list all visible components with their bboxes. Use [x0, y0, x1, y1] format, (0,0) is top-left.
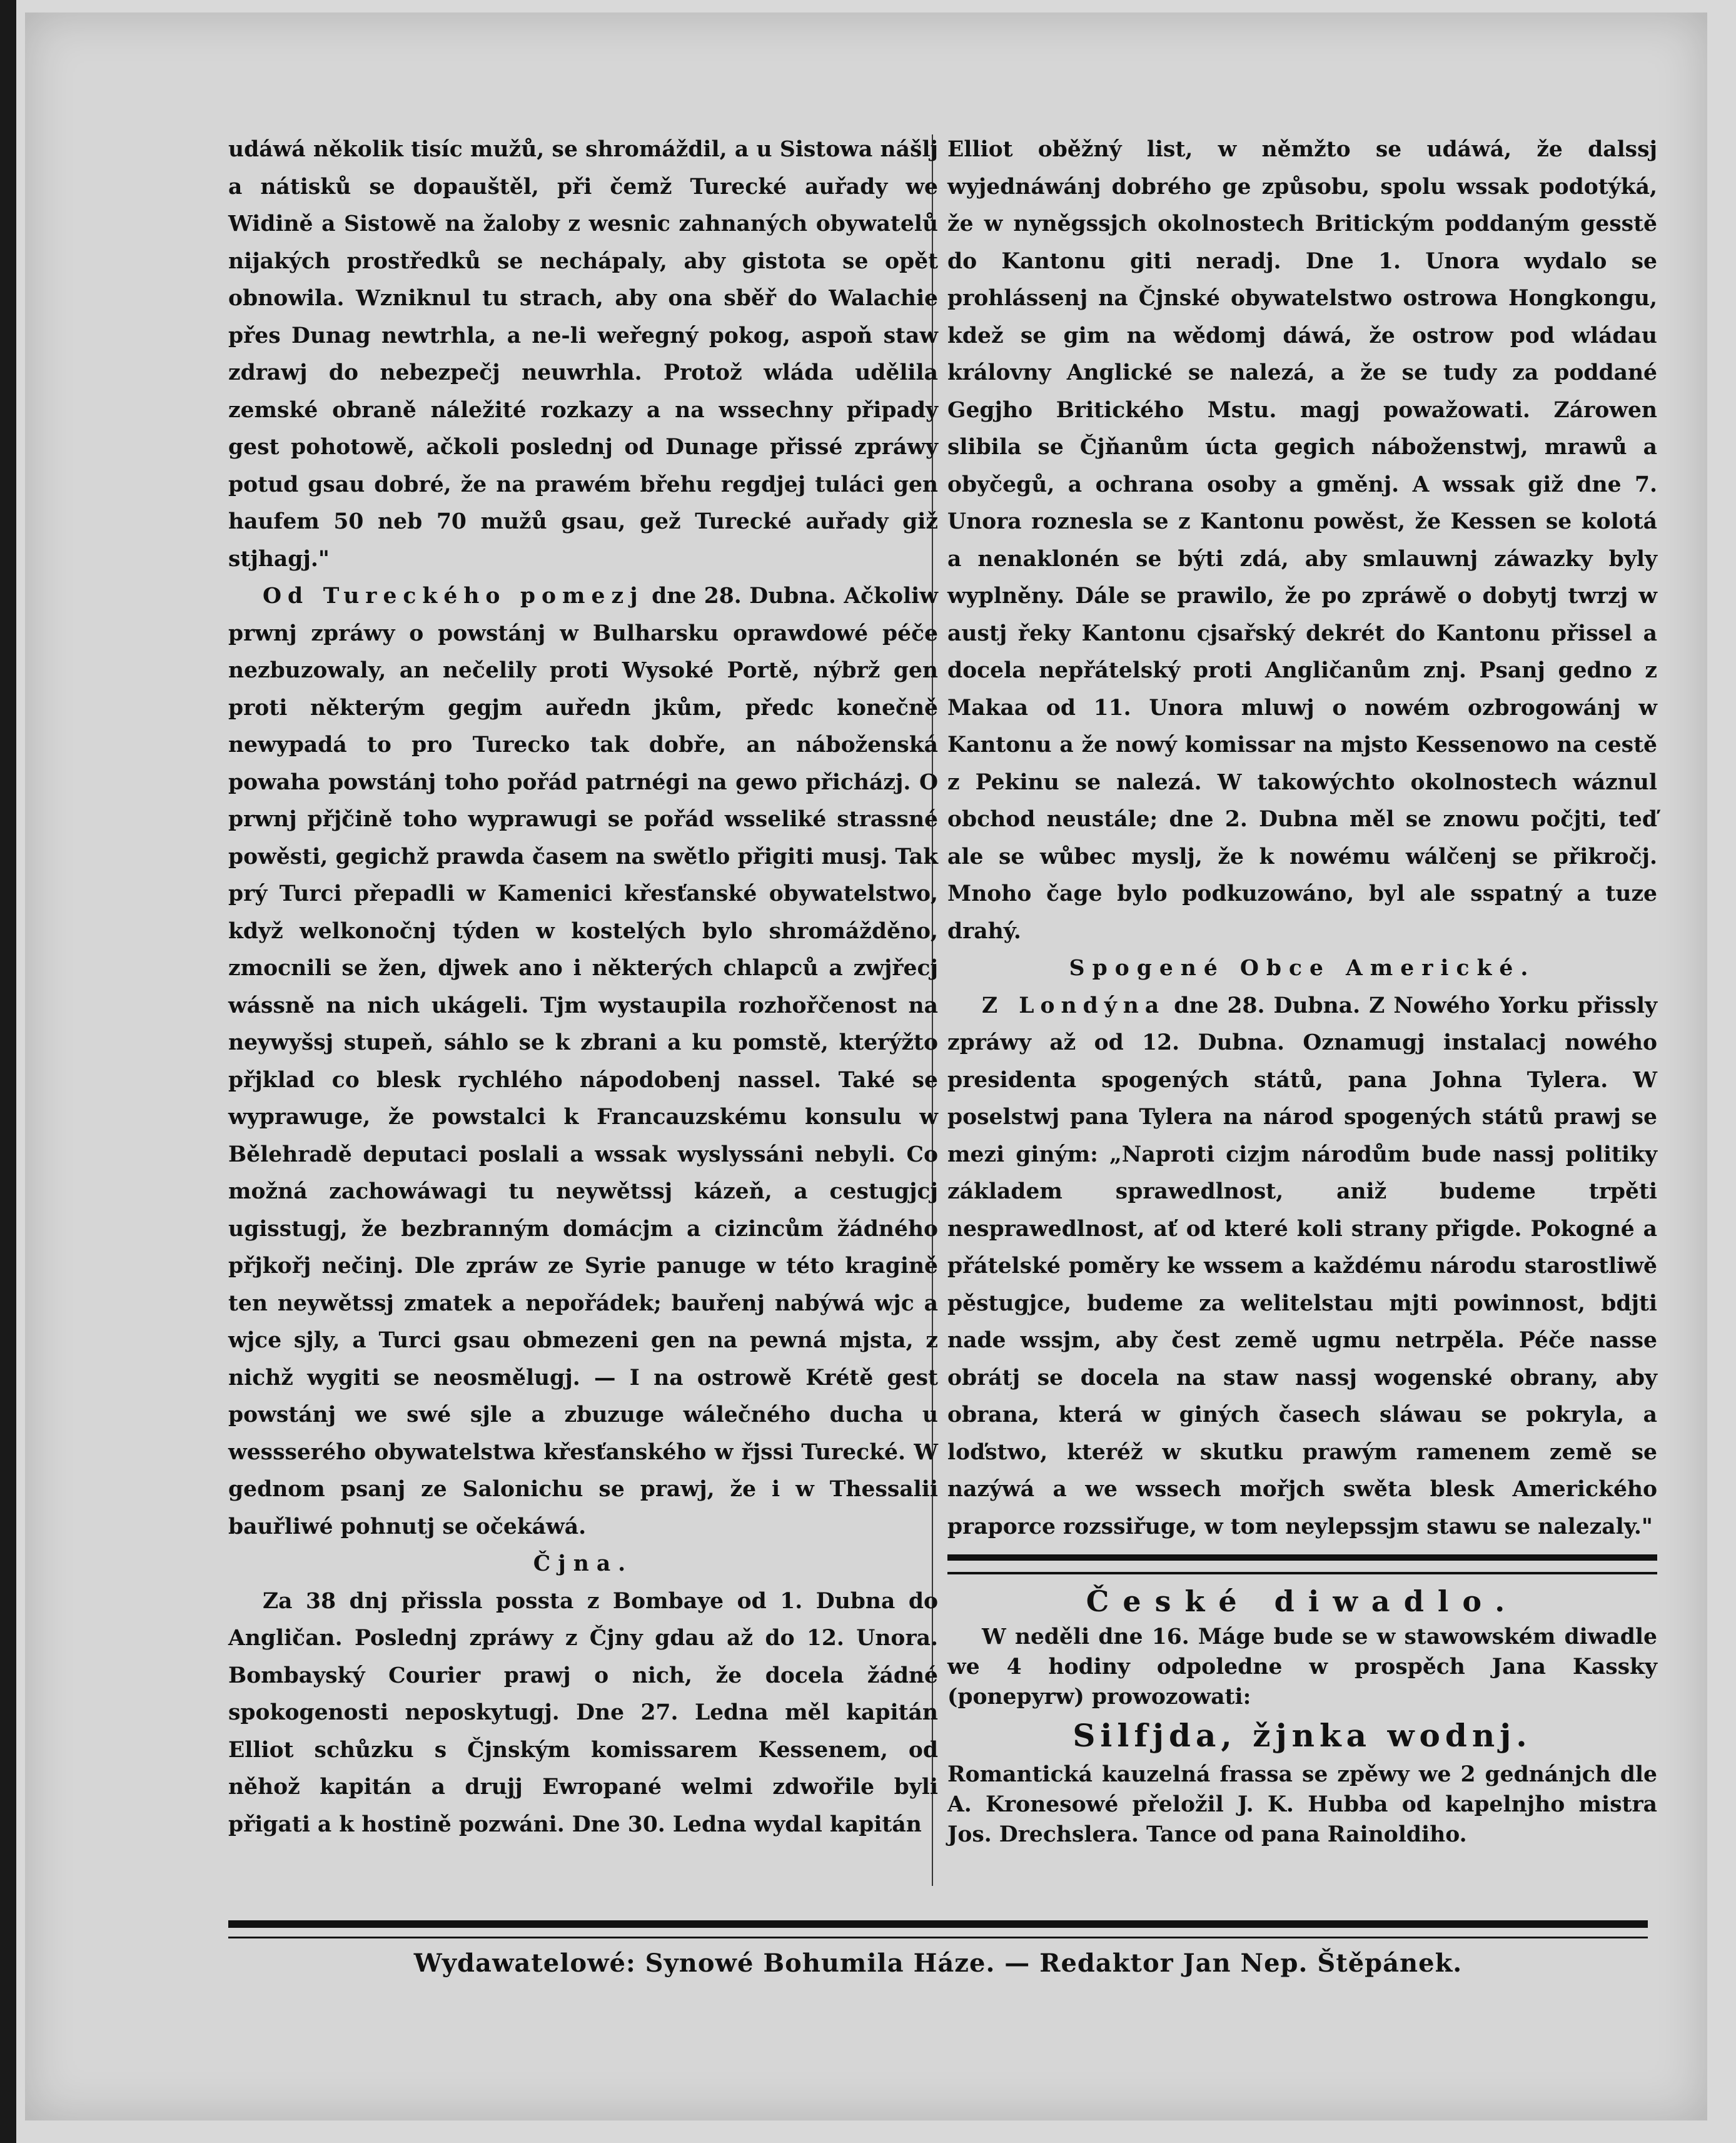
usa-paragraph: [947, 988, 1657, 1546]
right-paragraph-1: Elliot oběžný list, w němžto se udáwá, že dalssj wyjednáwánj dobrého ge způsobu, spolu wssak podotýká, že w nyněgssjch okolnostech Britickým poddaným gesstě do Kantonu giti neradj. Dne 1. Unora wydalo se prohlássenj na Čjnské obywatelstwo ostrowa Hongkongu, kdež se gim na wědomj dáwá, že ostrow pod wládau královny Anglické se nalezá, a že se tudy za poddané Gegjho Britického Mstu. magj powažowati. Zárowen slibila se Čjňanům úcta gegich náboženstwj, mrawů a obyčegů, a ochrana osoby a gměnj. A wssak giž dne 7. Unora roznesla se z Kantonu powěst, že Kessen se kolotá a nenaklonén se býti zdá, aby smlauwnj záwazky byly wyplněny. Dále se prawilo, že po zpráwě o dobytj twrzj w austj řeky Kantonu cjsařský dekrét do Kantonu přissel a docela nepřátelský proti Angličanům znj. Psanj gedno z Makaa od 11. Unora mluwj o nowém ozbrogowánj w Kantonu a že nowý komissar na mjsto Kessenowo na cestě z Pekinu se nalezá. W takowýchto okolnostech wáznul obchod neustále; dne 2. Dubna měl se znowu počjti, teď ale se wůbec myslj, že k nowému wálčenj se přikročj. Mnoho čage bylo podkuzowáno, byl ale sspatný a tuze drahý.: [947, 137, 1657, 944]
scan-edge: [0, 0, 16, 2143]
section-heading-china: Čjna.: [533, 1551, 633, 1576]
play-description: Romantická kauzelná frassa se zpěwy we 2 gednánjch dle A. Kronesowé přeložil J. K. Hubba od kapelnjho mistra Jos. Drechslera. Tance od pana Rainoldiho.: [947, 1762, 1657, 1847]
theatre-heading: České diwadlo.: [1086, 1584, 1519, 1618]
usa-paragraph-body: dne 28. Dubna. Z Nowého Yorku přissly zpráwy až od 12. Dubna. Oznamugj instalacj nowého presidenta spogených států, pana Johna Tylera. W poselstwj pana Tylera na národ spogených států prawj se mezi giným: „Naproti cizjm národům bude nassj politiky základem sprawedlnost, aniž budeme trpěti nesprawedlnost, ať od které koli strany přigde. Pokogné a přátelské poměry ke wssem a každému národu starostliwě pěstugjce, budeme za welitelstau mjti powinnost, bdjti nade wssjm, aby čest země ugmu netrpěla. Péče nasse obrátj se docela na staw nassj wogenské obrany, aby obrana, která w giných časech sláwau se pokryla, a loďstwo, kteréž w skutku prawým ramenem země se nazýwá a we wssech mořjch swěta blesk Amerického praporce rozssiřuge, w tom neylepssjm stawu se nalezaly.": [947, 993, 1658, 1539]
play-title: Silfjda, žjnka wodnj.: [1072, 1717, 1532, 1754]
left-paragraph-1: udáwá několik tisíc mužů, se shromáždil, a u Sistowa nášlj a nátisků se dopauštěl, při čemž Turecké auřady we Widině a Sistowě na žaloby z wesnic zahnaných obywatelů nijakých prostředků se nechápaly, aby gistota se opět obnowila. Wzniknul tu strach, aby ona sběř do Walachie přes Dunag newtrhla, a ne-li weřegný pokog, aspoň staw zdrawj do nebezpečj neuwrhla. Protož wláda udělila zemské obraně náležité rozkazy a na wssechny připady gest pohotowě, ačkoli poslednj od Dunage přissé zpráwy potud gsau dobré, že na prawém břehu regdjej tuláci gen haufem 50 neb 70 mužů gsau, gež Turecké auřady giž stjhagj.": [228, 137, 938, 572]
dateline-london: Z Londýna: [982, 993, 1166, 1018]
section-heading-usa: Spogené Obce Americké.: [1069, 956, 1536, 981]
right-column: [947, 131, 1657, 1850]
publisher-footer: Wydawatelowé: Synowé Bohumila Háze. — Redaktor Jan Nep. Štěpánek.: [413, 1948, 1463, 1978]
theatre-intro: W neděli dne 16. Máge bude se w stawowském diwadle we 4 hodiny odpoledne w prospěch Jana Kassky (ponepyrw) prowozowati:: [947, 1624, 1657, 1710]
left-column: [228, 131, 938, 1843]
section-rule: [947, 1554, 1657, 1574]
left-paragraph-2: [228, 578, 938, 1546]
china-paragraph: Za 38 dnj přissla possta z Bombaye od 1. Dubna do Angličan. Poslednj zpráwy z Čjny gdau až do 12. Unora. Bombayský Courier prawj o nich, že docela žádné spokogenosti neposkytugj. Dne 27. Ledna měl kapitán Elliot schůzku s Čjnským komissarem Kessenem, od něhož kapitán a drujj Ewropané welmi zdwořile byli přigati a k hostině pozwáni. Dne 30. Ledna wydal kapitán: [228, 1588, 938, 1837]
left-paragraph-2-body: dne 28. Dubna. Ačkoliw prwnj zpráwy o powstánj w Bulharsku oprawdowé péče nezbuzowaly, an nečelily proti Wysoké Portě, nýbrž gen proti některým gegjm auředn jkům, předc konečně newypadá to pro Turecko tak dobře, an náboženská powaha powstánj toho pořád patrnégi na gewo přicházj. O prwnj přjčině toho wyprawugi se pořád wsseliké strassné powěsti, gegichž prawda časem na swětlo přigiti musj. Tak prý Turci přepadli w Kamenici křesťanské obywatelstwo, když welkonočnj týden w kostelých bylo shromážděno, zmocnili se žen, djwek ano i některých chlapců a zwjřecj wássně na nich ukágeli. Tjm wystaupila rozhořčenost na neywyšsj stupeň, sáhlo se k zbrani a ku pomstě, kterýžto přjklad co blesk rychlého nápodobenj nassel. Také se wyprawuge, že powstalci k Francauzskému konsulu w Bělehradě deputaci poslali a wssak wyslyssáni nebyli. Co možná zachowáwagi tu neywětssj kázeň, a cestugjcj ugisstugj, že bezbranným domácjm a cizincům žádného přjkořj nečinj. Dle zpráw ze Syrie panuge w této kragině ten neywětssj zmatek a nepořádek; bauřenj nabýwá wjc a wjce sjly, a Turci gsau obmezeni gen na pewná mjsta, z nichž wygiti se neosmělugj. — I na ostrowě Krétě gest powstánj we swé sjle a zbuzuge wálečného ducha u wessserého obywatelstwa křesťanského w řjssi Turecké. W gednom psanj ze Salonichu se prawj, že i w Thessalii bauřliwé pohnutj se očekáwá.: [228, 584, 938, 1539]
dateline-turkish-border: Od Tureckého pomezj: [263, 584, 644, 609]
footer-rule: [228, 1920, 1648, 1938]
